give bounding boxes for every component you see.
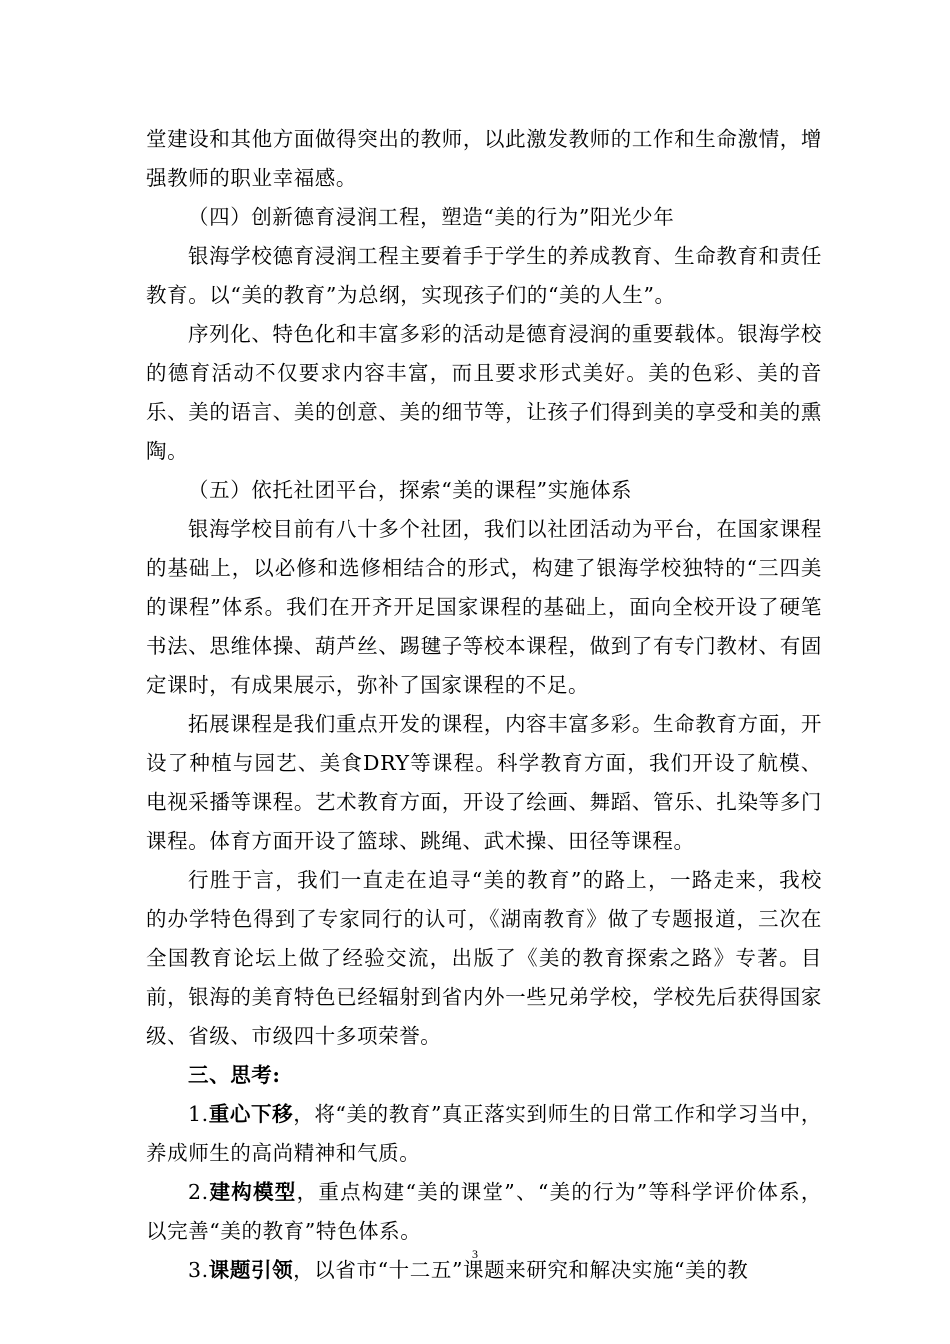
paragraph-moral-education-intro: 银海学校德育浸润工程主要着手于学生的养成教育、生命教育和责任教育。以“美的教育”为总纲，实现孩子们的“美的人生”。 bbox=[146, 244, 822, 307]
subheading-moral-education: （四）创新德育浸润工程，塑造“美的行为”阳光少年 bbox=[188, 205, 675, 229]
thought-keyword: 重心下移 bbox=[208, 1102, 294, 1126]
section-heading-reflection: 三、思考: bbox=[188, 1063, 281, 1087]
page-body bbox=[146, 120, 822, 1290]
thought-text: ，将“美的教育”真正落实到师生的日常工作和学习当中，养成师生的高尚精神和气质。 bbox=[146, 1102, 822, 1165]
thought-item-1 bbox=[146, 1095, 822, 1173]
paragraph-continuation: 堂建设和其他方面做得突出的教师，以此激发教师的工作和生命激情，增强教师的职业幸福感。 bbox=[146, 127, 822, 190]
thought-text: ，以省市“十二五”课题来研究和解决实施“美的教 bbox=[293, 1258, 749, 1282]
thought-number: 2. bbox=[188, 1180, 209, 1204]
thought-keyword: 课题引领 bbox=[208, 1258, 294, 1282]
thought-number: 3. bbox=[188, 1258, 209, 1282]
thought-keyword: 建构模型 bbox=[208, 1180, 297, 1204]
paragraph-clubs: 银海学校目前有八十多个社团，我们以社团活动为平台，在国家课程的基础上，以必修和选修相结合的形式，构建了银海学校独特的“三四美的课程”体系。我们在开齐开足国家课程的基础上，面向全校开设了硬笔书法、思维体操、葫芦丝、踢毽子等校本课程，做到了有专门教材、有固定课时，有成果展示，弥补了国家课程的不足。 bbox=[146, 517, 822, 697]
thought-item-2 bbox=[146, 1173, 822, 1251]
thought-text: ，重点构建“美的课堂”、“美的行为”等科学评价体系，以完善“美的教育”特色体系。 bbox=[146, 1180, 822, 1243]
subheading-curriculum: （五）依托社团平台，探索“美的课程”实施体系 bbox=[188, 478, 633, 502]
paragraph-activities: 序列化、特色化和丰富多彩的活动是德育浸润的重要载体。银海学校的德育活动不仅要求内容丰富，而且要求形式美好。美的色彩、美的音乐、美的语言、美的创意、美的细节等，让孩子们得到美的享受和美的熏陶。 bbox=[146, 322, 822, 463]
page-number: 3 bbox=[472, 1247, 478, 1261]
paragraph-extended-courses: 拓展课程是我们重点开发的课程，内容丰富多彩。生命教育方面，开设了种植与园艺、美食DRY等课程。科学教育方面，我们开设了航模、电视采播等课程。艺术教育方面，开设了绘画、舞蹈、管乐、扎染等多门课程。体育方面开设了篮球、跳绳、武术操、田径等课程。 bbox=[146, 712, 822, 853]
thought-number: 1. bbox=[188, 1102, 209, 1126]
paragraph-achievements: 行胜于言，我们一直走在追寻“美的教育”的路上，一路走来，我校的办学特色得到了专家同行的认可，《湖南教育》做了专题报道，三次在全国教育论坛上做了经验交流，出版了《美的教育探索之路》专著。目前，银海的美育特色已经辐射到省内外一些兄弟学校，学校先后获得国家级、省级、市级四十多项荣誉。 bbox=[146, 868, 822, 1048]
